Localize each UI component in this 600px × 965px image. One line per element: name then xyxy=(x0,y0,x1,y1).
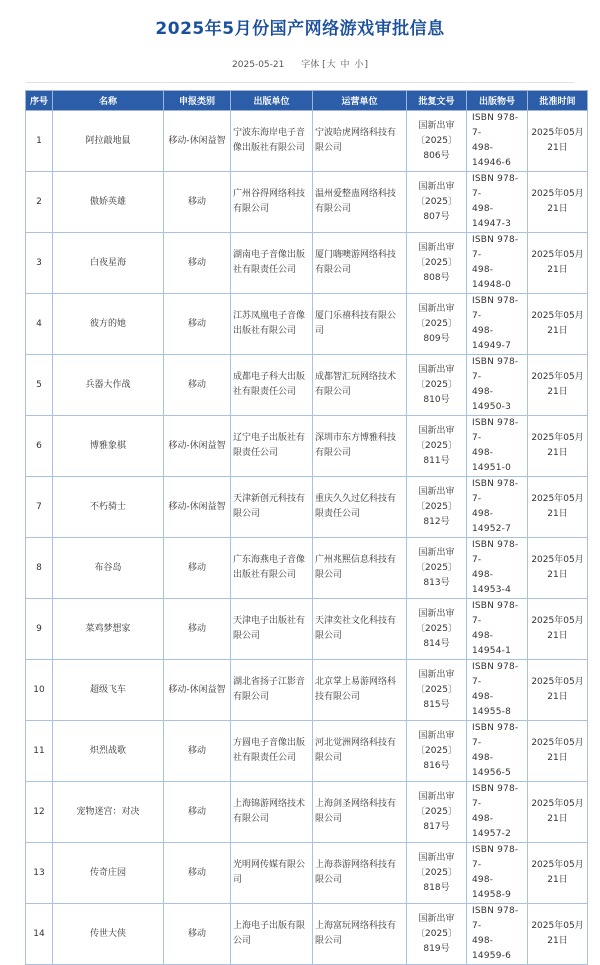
cell-category: 移动-休闲益智 xyxy=(164,416,231,477)
cell-name: 传世大侠 xyxy=(53,904,164,965)
cell-approval-no xyxy=(407,660,467,721)
table-row xyxy=(26,111,588,172)
cell-isbn-line: ISBN 978-7- xyxy=(472,357,519,382)
table-row xyxy=(26,538,588,599)
cell-no: 3 xyxy=(26,233,53,294)
cell-approval-no-line: 国新出审 xyxy=(418,425,455,436)
table-row xyxy=(26,477,588,538)
cell-isbn-line: 498-14957-2 xyxy=(472,814,512,839)
cell-approval-no-line: 国新出审 xyxy=(418,303,455,314)
cell-no: 8 xyxy=(26,538,53,599)
header-name: 名称 xyxy=(53,91,164,111)
cell-category: 移动 xyxy=(164,294,231,355)
cell-no: 12 xyxy=(26,782,53,843)
cell-isbn-line: ISBN 978-7- xyxy=(472,723,519,748)
cell-category: 移动 xyxy=(164,782,231,843)
cell-publisher: 湖北省扬子江影音有限公司 xyxy=(231,660,313,721)
cell-operator: 成都智汇玩网络技术有限公司 xyxy=(313,355,407,416)
cell-isbn xyxy=(467,904,528,965)
cell-publisher: 上海锦游网络技术有限公司 xyxy=(231,782,313,843)
cell-operator: 温州爱整蛊网络科技有限公司 xyxy=(313,172,407,233)
cell-operator: 北京掌上易游网络科技有限公司 xyxy=(313,660,407,721)
cell-name: 超级飞车 xyxy=(53,660,164,721)
cell-name: 傲娇英雄 xyxy=(53,172,164,233)
cell-approval-no-line: 〔2025〕817号 xyxy=(416,806,457,832)
cell-isbn-line: 498-14951-0 xyxy=(472,448,512,473)
cell-approval-no xyxy=(407,416,467,477)
table-row xyxy=(26,721,588,782)
cell-category: 移动 xyxy=(164,233,231,294)
cell-approval-no-line: 国新出审 xyxy=(418,181,455,192)
divider xyxy=(26,82,574,83)
table-row xyxy=(26,904,588,965)
cell-name: 传奇庄园 xyxy=(53,843,164,904)
cell-category: 移动-休闲益智 xyxy=(164,111,231,172)
cell-approval-no-line: 国新出审 xyxy=(418,120,455,131)
font-size-large-link[interactable]: 大 xyxy=(326,60,336,70)
cell-operator: 深圳市东方博雅科技有限公司 xyxy=(313,416,407,477)
cell-approval-no-line: 国新出审 xyxy=(418,669,455,680)
cell-approval-date: 2025年05月21日 xyxy=(528,599,588,660)
cell-isbn xyxy=(467,721,528,782)
cell-operator: 厦门乐禧科技有限公司 xyxy=(313,294,407,355)
cell-category: 移动 xyxy=(164,355,231,416)
cell-approval-date: 2025年05月21日 xyxy=(528,904,588,965)
cell-approval-no-line: 〔2025〕816号 xyxy=(416,745,457,771)
cell-no: 9 xyxy=(26,599,53,660)
cell-isbn-line: ISBN 978-7- xyxy=(472,235,519,260)
cell-isbn xyxy=(467,294,528,355)
cell-approval-no xyxy=(407,233,467,294)
table-header-row xyxy=(26,91,588,111)
cell-operator: 厦门嗨噢游网络科技有限公司 xyxy=(313,233,407,294)
cell-approval-no-line: 国新出审 xyxy=(418,852,455,863)
cell-isbn-line: ISBN 978-7- xyxy=(472,906,519,931)
cell-isbn-line: 498-14947-3 xyxy=(472,204,512,229)
cell-isbn xyxy=(467,172,528,233)
cell-name: 不朽骑士 xyxy=(53,477,164,538)
cell-approval-no xyxy=(407,721,467,782)
cell-isbn-line: 498-14958-9 xyxy=(472,875,512,900)
cell-name: 阿拉敲地鼠 xyxy=(53,111,164,172)
cell-isbn xyxy=(467,416,528,477)
font-size-small-link[interactable]: 小 xyxy=(354,60,364,70)
font-size-bracket-close: ] xyxy=(364,60,368,70)
cell-name: 菜鸡梦想家 xyxy=(53,599,164,660)
cell-no: 7 xyxy=(26,477,53,538)
cell-approval-no xyxy=(407,111,467,172)
table-row xyxy=(26,172,588,233)
cell-approval-date: 2025年05月21日 xyxy=(528,111,588,172)
publish-date: 2025-05-21 xyxy=(232,60,285,70)
header-category: 申报类别 xyxy=(164,91,231,111)
cell-name: 白夜星海 xyxy=(53,233,164,294)
cell-operator: 天津奕社文化科技有限公司 xyxy=(313,599,407,660)
cell-operator: 宁波哈虎网络科技有限公司 xyxy=(313,111,407,172)
article-meta xyxy=(0,58,600,72)
cell-name: 布谷岛 xyxy=(53,538,164,599)
cell-isbn-line: 498-14948-0 xyxy=(472,265,512,290)
font-size-bracket-open: [ xyxy=(322,60,326,70)
cell-isbn-line: 498-14955-8 xyxy=(472,692,512,717)
cell-no: 1 xyxy=(26,111,53,172)
cell-name: 博雅象棋 xyxy=(53,416,164,477)
header-isbn: 出版物号 xyxy=(467,91,528,111)
cell-no: 6 xyxy=(26,416,53,477)
cell-publisher: 上海电子出版有限公司 xyxy=(231,904,313,965)
cell-publisher: 天津电子出版社有限公司 xyxy=(231,599,313,660)
cell-approval-date: 2025年05月21日 xyxy=(528,355,588,416)
cell-no: 10 xyxy=(26,660,53,721)
cell-approval-no-line: 〔2025〕812号 xyxy=(416,501,457,527)
cell-approval-no-line: 〔2025〕813号 xyxy=(416,562,457,588)
cell-category: 移动 xyxy=(164,904,231,965)
cell-name: 彼方的她 xyxy=(53,294,164,355)
cell-no: 14 xyxy=(26,904,53,965)
cell-approval-date: 2025年05月21日 xyxy=(528,660,588,721)
cell-operator: 上海恭游网络科技有限公司 xyxy=(313,843,407,904)
cell-approval-no xyxy=(407,355,467,416)
table-row xyxy=(26,294,588,355)
cell-approval-date: 2025年05月21日 xyxy=(528,782,588,843)
table-row xyxy=(26,843,588,904)
cell-isbn-line: 498-14949-7 xyxy=(472,326,512,351)
cell-approval-no-line: 国新出审 xyxy=(418,364,455,375)
font-size-label: 字体 xyxy=(301,60,320,70)
cell-approval-date: 2025年05月21日 xyxy=(528,843,588,904)
cell-approval-no xyxy=(407,904,467,965)
cell-isbn-line: 498-14956-5 xyxy=(472,753,512,778)
cell-approval-no-line: 国新出审 xyxy=(418,791,455,802)
cell-approval-no xyxy=(407,538,467,599)
cell-category: 移动 xyxy=(164,721,231,782)
cell-isbn-line: ISBN 978-7- xyxy=(472,662,519,687)
cell-approval-date: 2025年05月21日 xyxy=(528,721,588,782)
table-row xyxy=(26,355,588,416)
cell-publisher: 广东海燕电子音像出版社有限公司 xyxy=(231,538,313,599)
cell-approval-no xyxy=(407,599,467,660)
cell-isbn-line: 498-14952-7 xyxy=(472,509,512,534)
cell-approval-date: 2025年05月21日 xyxy=(528,233,588,294)
cell-approval-no-line: 〔2025〕814号 xyxy=(416,623,457,649)
cell-approval-no-line: 〔2025〕810号 xyxy=(416,379,457,405)
cell-publisher: 辽宁电子出版社有限责任公司 xyxy=(231,416,313,477)
cell-approval-no xyxy=(407,172,467,233)
cell-isbn-line: 498-14950-3 xyxy=(472,387,512,412)
cell-no: 4 xyxy=(26,294,53,355)
cell-no: 2 xyxy=(26,172,53,233)
cell-approval-no-line: 国新出审 xyxy=(418,547,455,558)
cell-operator: 广州兆熙信息科技有限公司 xyxy=(313,538,407,599)
cell-isbn xyxy=(467,538,528,599)
header-approval-no: 批复文号 xyxy=(407,91,467,111)
cell-approval-date: 2025年05月21日 xyxy=(528,416,588,477)
cell-isbn xyxy=(467,233,528,294)
cell-publisher: 成都电子科大出版社有限责任公司 xyxy=(231,355,313,416)
cell-category: 移动-休闲益智 xyxy=(164,660,231,721)
cell-approval-no-line: 国新出审 xyxy=(418,730,455,741)
cell-category: 移动 xyxy=(164,599,231,660)
header-operator: 运营单位 xyxy=(313,91,407,111)
table-row xyxy=(26,599,588,660)
table-row xyxy=(26,233,588,294)
cell-approval-no-line: 〔2025〕811号 xyxy=(416,440,457,466)
cell-publisher: 广州谷得网络科技有限公司 xyxy=(231,172,313,233)
cell-isbn-line: 498-14954-1 xyxy=(472,631,512,656)
cell-isbn-line: 498-14946-6 xyxy=(472,143,512,168)
cell-publisher: 湖南电子音像出版社有限责任公司 xyxy=(231,233,313,294)
table-body xyxy=(26,111,588,965)
cell-isbn-line: ISBN 978-7- xyxy=(472,601,519,626)
header-no: 序号 xyxy=(26,91,53,111)
header-publisher: 出版单位 xyxy=(231,91,313,111)
page-title: 2025年5月份国产网络游戏审批信息 xyxy=(155,19,445,39)
cell-name: 兵器大作战 xyxy=(53,355,164,416)
approval-table xyxy=(25,90,588,965)
cell-no: 13 xyxy=(26,843,53,904)
cell-no: 5 xyxy=(26,355,53,416)
cell-no: 11 xyxy=(26,721,53,782)
cell-approval-no-line: 〔2025〕806号 xyxy=(416,135,457,161)
cell-approval-no-line: 〔2025〕819号 xyxy=(416,928,457,954)
cell-publisher: 方圆电子音像出版社有限责任公司 xyxy=(231,721,313,782)
cell-isbn xyxy=(467,660,528,721)
cell-name: 宠物迷宫：对决 xyxy=(53,782,164,843)
cell-publisher: 光明网传媒有限公司 xyxy=(231,843,313,904)
cell-approval-date: 2025年05月21日 xyxy=(528,538,588,599)
cell-isbn-line: ISBN 978-7- xyxy=(472,540,519,565)
table-row xyxy=(26,660,588,721)
cell-approval-no-line: 〔2025〕815号 xyxy=(416,684,457,710)
cell-name: 炽烈战歌 xyxy=(53,721,164,782)
cell-category: 移动-休闲益智 xyxy=(164,477,231,538)
cell-isbn xyxy=(467,111,528,172)
cell-approval-no xyxy=(407,782,467,843)
cell-category: 移动 xyxy=(164,843,231,904)
cell-approval-no-line: 〔2025〕818号 xyxy=(416,867,457,893)
cell-publisher: 天津新创元科技有限公司 xyxy=(231,477,313,538)
font-size-medium-link[interactable]: 中 xyxy=(340,60,350,70)
cell-category: 移动 xyxy=(164,538,231,599)
cell-isbn-line: ISBN 978-7- xyxy=(472,479,519,504)
cell-approval-no xyxy=(407,294,467,355)
cell-isbn-line: ISBN 978-7- xyxy=(472,784,519,809)
cell-approval-date: 2025年05月21日 xyxy=(528,172,588,233)
cell-operator: 重庆久久过亿科技有限责任公司 xyxy=(313,477,407,538)
cell-isbn-line: ISBN 978-7- xyxy=(472,418,519,443)
cell-approval-no-line: 国新出审 xyxy=(418,608,455,619)
cell-approval-no-line: 〔2025〕808号 xyxy=(416,257,457,283)
cell-isbn-line: 498-14959-6 xyxy=(472,936,512,961)
cell-operator: 上海剑圣网络科技有限公司 xyxy=(313,782,407,843)
table-row xyxy=(26,782,588,843)
cell-publisher: 宁波东海岸电子音像出版社有限公司 xyxy=(231,111,313,172)
cell-approval-no-line: 〔2025〕809号 xyxy=(416,318,457,344)
cell-isbn xyxy=(467,355,528,416)
cell-operator: 河北觉洲网络科技有限公司 xyxy=(313,721,407,782)
cell-isbn-line: ISBN 978-7- xyxy=(472,296,519,321)
cell-publisher: 江苏凤凰电子音像出版社有限公司 xyxy=(231,294,313,355)
cell-isbn-line: ISBN 978-7- xyxy=(472,174,519,199)
header-approval-date: 批准时间 xyxy=(528,91,588,111)
cell-isbn xyxy=(467,843,528,904)
cell-approval-date: 2025年05月21日 xyxy=(528,294,588,355)
cell-approval-no-line: 国新出审 xyxy=(418,486,455,497)
cell-approval-no-line: 国新出审 xyxy=(418,913,455,924)
cell-approval-no-line: 〔2025〕807号 xyxy=(416,196,457,222)
cell-category: 移动 xyxy=(164,172,231,233)
table-row xyxy=(26,416,588,477)
cell-operator: 上海富玩网络科技有限公司 xyxy=(313,904,407,965)
cell-isbn-line: ISBN 978-7- xyxy=(472,845,519,870)
cell-isbn xyxy=(467,599,528,660)
cell-isbn xyxy=(467,477,528,538)
cell-isbn-line: 498-14953-4 xyxy=(472,570,512,595)
cell-approval-no-line: 国新出审 xyxy=(418,242,455,253)
cell-isbn-line: ISBN 978-7- xyxy=(472,113,519,138)
cell-approval-no xyxy=(407,843,467,904)
cell-approval-date: 2025年05月21日 xyxy=(528,477,588,538)
cell-approval-no xyxy=(407,477,467,538)
cell-isbn xyxy=(467,782,528,843)
